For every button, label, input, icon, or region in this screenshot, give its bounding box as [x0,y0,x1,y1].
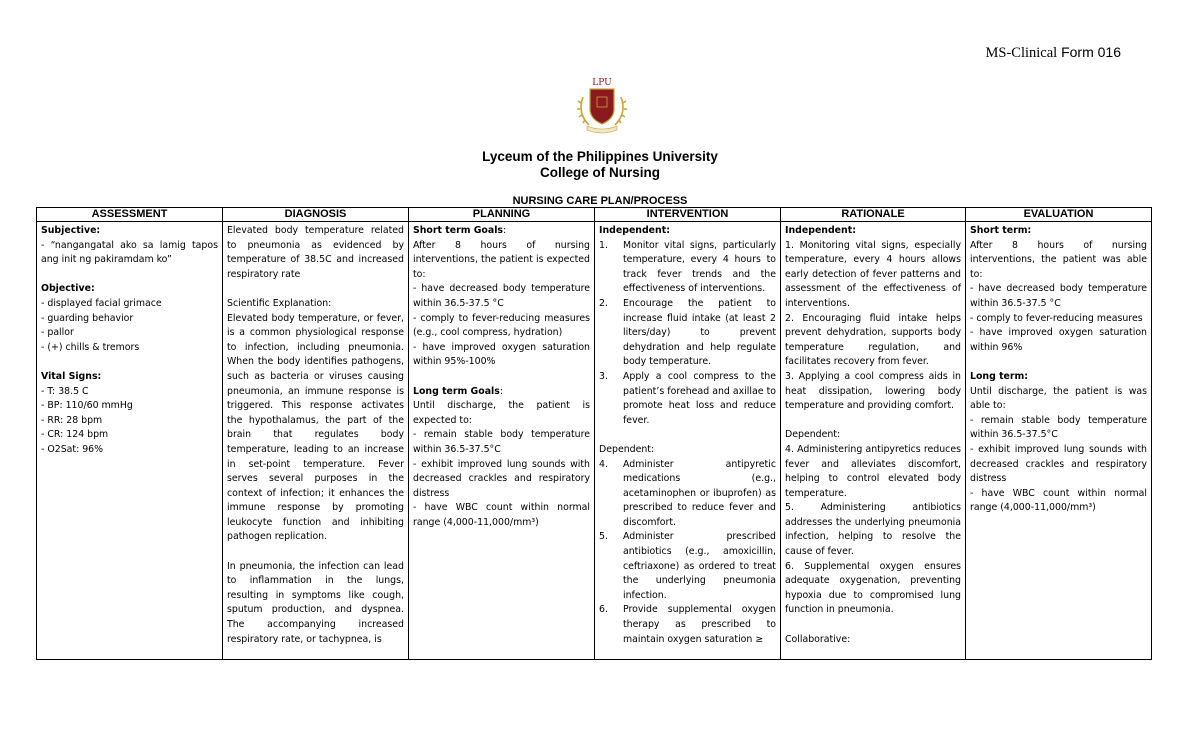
eval-short-term-item: - have decreased body temperature within 36.5-37.5 °C [970,283,1147,309]
college-name: College of Nursing [539,165,660,180]
long-term-goal: - have WBC count within normal range (4,000-11,000/mm³) [413,502,590,528]
rationale-item: 2. Encouraging fluid intake helps prevent dehydration, supports body temperature regulation, and facilitates recovery from fever. [785,312,961,368]
eval-long-term-item: - have WBC count within normal range (4,000-11,000/mm³) [970,487,1147,514]
scientific-explanation-p1: Elevated body temperature, or fever, is a common physiological response to infection, including pneumonia. When the body identifies pathogens, such as bacteria or viruses causing pneumonia, an immune response is triggered. This response activates the hypothalamus, the part of the brain that regulates body temperature, leading to an increase in set-point temperature. Fever serves several purposes in the context of infection; it enhances the immune response by promoting leukocyte function and inhibiting pathogen replication. [227,312,404,543]
eval-short-term-item: - have improved oxygen saturation within 96% [970,327,1147,353]
intervention-item: 4. Administer antipyretic medications (e.g., acetaminophen or ibuprofen) as prescribed to reduce fever and discomfort. [599,458,776,528]
dependent-label: Dependent: [599,443,655,455]
eval-long-term-label: Long term: [970,370,1029,382]
rationale-item: 5. Administering antibiotics addresses the underlying pneumonia infection, helping to resolve the cause of fever. [785,502,961,558]
short-term-intro: After 8 hours of nursing interventions, the patient is expected to: [413,239,590,280]
eval-short-term-label: Short term: [970,225,1032,236]
banner-ribbon-icon [587,126,617,133]
intervention-item: 6. Provide supplemental oxygen therapy as prescribed to maintain oxygen saturation ≥ [599,604,776,645]
diagnosis-cell [223,222,409,660]
rationale-independent-label: Independent: [785,225,856,236]
intervention-item: 1. Monitor vital signs, particularly temperature, every 4 hours to track fever trends and the effectiveness of interventions. [599,239,776,295]
evaluation-cell [966,222,1152,660]
long-term-goals-colon: : [499,385,503,397]
planning-cell [409,222,595,660]
diagnosis-statement: Elevated body temperature related to pneumonia as evidenced by temperature of 38.5C and increased respiratory rate [227,225,404,280]
scientific-explanation-label: Scientific Explanation: [227,297,332,309]
intervention-cell [595,222,781,660]
short-term-goals-colon: : [503,225,507,236]
intervention-item: 2. Encourage the patient to increase fluid intake (at least 2 liters/day) to prevent dehydration and help regulate body temperature. [599,297,776,368]
eval-long-term-intro: Until discharge, the patient is was able to: [970,385,1147,412]
rationale-item: 6. Supplemental oxygen ensures adequate oxygenation, preventing hypoxia due to compromised lung function in pneumonia. [785,560,961,616]
university-name: Lyceum of the Philippines University [482,149,718,164]
institution-heading [0,149,1200,181]
long-term-goal: - remain stable body temperature within 36.5-37.5°C [413,429,590,455]
header-planning: PLANNING [409,208,595,222]
subjective-label: Subjective: [41,225,101,236]
rationale-cell [781,222,966,660]
objective-item: - guarding behavior [41,312,134,324]
long-term-intro: Until discharge, the patient is expected to: [413,400,590,426]
shield-icon [590,89,614,124]
university-seal-logo [573,75,631,135]
vital-sign-item: - CR: 124 bpm [41,429,109,441]
form-code [985,44,1121,62]
eval-short-term-intro: After 8 hours of nursing interventions, the patient was able to: [970,239,1147,280]
long-term-goal: - exhibit improved lung sounds with decreased crackles and respiratory distress [413,458,590,499]
header-evaluation: EVALUATION [966,208,1152,222]
objective-label: Objective: [41,283,95,295]
independent-label: Independent: [599,225,670,236]
table-row [37,222,1152,660]
rationale-collaborative-label: Collaborative: [785,633,851,645]
eval-long-term-item: - exhibit improved lung sounds with decreased crackles and respiratory distress [970,443,1147,485]
rationale-item: 1. Monitoring vital signs, especially temperature, every 4 hours allows early detection of fever patterns and assessment of the effectiveness of interventions. [785,239,961,309]
rationale-dependent-label: Dependent: [785,429,841,441]
intervention-item: 5. Administer prescribed antibiotics (e.g., amoxicillin, ceftriaxone) as ordered to treat the underlying pneumonia infection. [599,531,776,601]
subjective-text: - “nangangatal ako sa lamig tapos ang init ng pakiramdam ko” [41,239,218,266]
rationale-item: 3. Applying a cool compress aids in heat dissipation, lowering body temperature and providing comfort. [785,370,961,412]
form-code-prefix: MS-Clinical [985,45,1058,61]
header-intervention: INTERVENTION [595,208,781,222]
form-code-number: Form 016 [1061,44,1121,60]
logo-text: LPU [592,78,612,88]
vital-sign-item: - T: 38.5 C [41,385,89,397]
objective-item: - (+) chills & tremors [41,341,140,353]
vital-sign-item: - BP: 110/60 mmHg [41,400,133,412]
objective-item: - pallor [41,327,74,339]
long-term-goals-label: Long term Goals [413,385,500,397]
table-header-row [37,208,1152,222]
short-term-goals-label: Short term Goals [413,225,503,236]
scientific-explanation-p2: In pneumonia, the infection can lead to inflammation in the lungs, resulting in symptoms like cough, sputum production, and dyspnea. The accompanying increased respiratory rate, or tachypnea, is [227,560,404,645]
header-assessment: ASSESSMENT [37,208,223,222]
vital-sign-item: - RR: 28 bpm [41,414,103,426]
header-diagnosis: DIAGNOSIS [223,208,409,222]
assessment-cell [37,222,223,660]
short-term-goal: - have improved oxygen saturation within 95%-100% [413,341,590,368]
vital-signs-label: Vital Signs: [41,370,102,382]
vital-sign-item: - O2Sat: 96% [41,443,104,455]
eval-short-term-item: - comply to fever-reducing measures [970,312,1143,324]
objective-item: - displayed facial grimace [41,297,162,309]
plan-title: NURSING CARE PLAN/PROCESS [512,195,688,207]
nursing-care-plan-table [36,207,1152,660]
header-rationale: RATIONALE [781,208,966,222]
eval-long-term-item: - remain stable body temperature within 36.5-37.5°C [970,414,1147,441]
rationale-item: 4. Administering antipyretics reduces fever and alleviates discomfort, helping to control elevated body temperature. [785,443,961,499]
intervention-item: 3. Apply a cool compress to the patient’s forehead and axillae to promote heat loss and reduce fever. [599,370,776,426]
short-term-goal: - have decreased body temperature within 36.5-37.5 °C [413,283,590,309]
short-term-goal: - comply to fever-reducing measures (e.g., cool compress, hydration) [413,312,590,339]
